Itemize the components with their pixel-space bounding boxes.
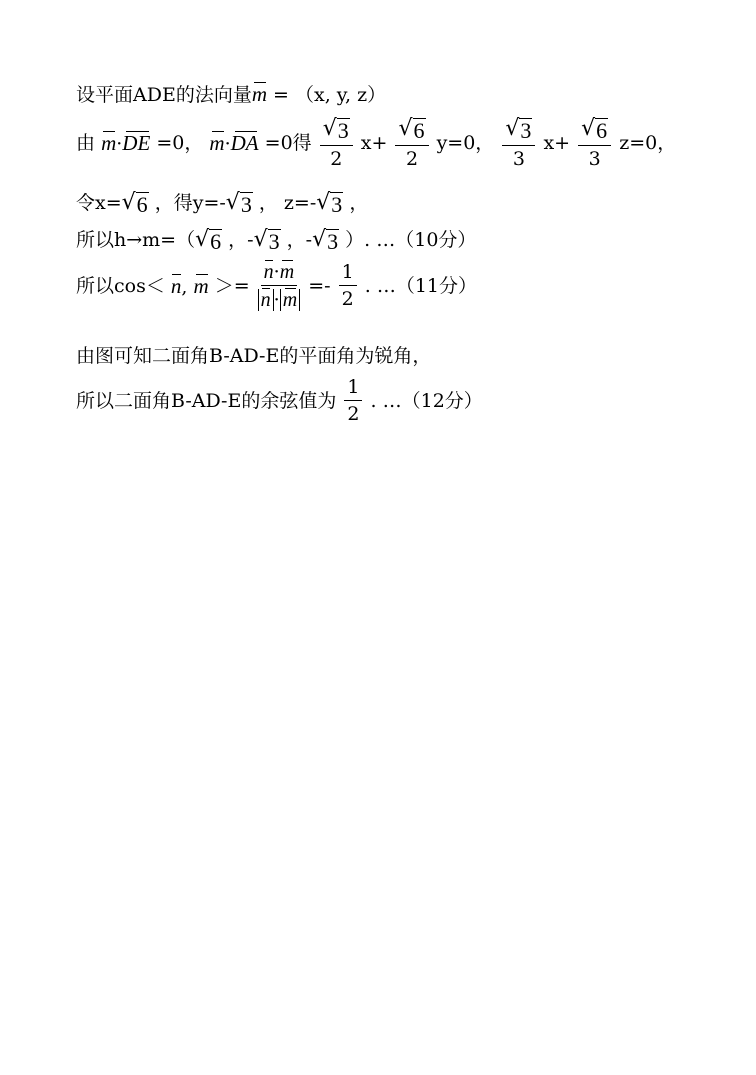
sqrt-3: √ 3 xyxy=(312,227,339,254)
fraction-one-half: $\frac{1}{2}$ xyxy=(344,378,362,424)
vector-m: m xyxy=(209,131,225,156)
fraction-sqrt6-over-2: √ 6 2 xyxy=(395,118,428,169)
text: x+ xyxy=(360,132,388,155)
sqrt-3: √ 3 xyxy=(253,227,280,254)
comma: , xyxy=(181,275,194,298)
text: ，得y=- xyxy=(148,192,226,214)
sqrt-6: √ 6 xyxy=(195,227,222,254)
text: 由 xyxy=(76,132,96,155)
line-normal-vector xyxy=(76,84,386,105)
text: ，- xyxy=(280,229,313,251)
text: ， xyxy=(343,192,369,214)
dot: · xyxy=(116,133,123,156)
vector-m: m xyxy=(193,273,209,298)
sqrt-3: √ 3 xyxy=(316,190,343,217)
text: 所以cos＜ xyxy=(76,274,165,297)
text: z=0， xyxy=(619,132,677,155)
text: 由图可知二面角B-AD-E的平面角为锐角， xyxy=(76,345,432,367)
line-conclusion xyxy=(76,378,483,424)
text: 令x= xyxy=(76,192,122,214)
text: =- xyxy=(308,274,331,297)
line-let-x xyxy=(76,192,368,216)
vector-m: m xyxy=(101,131,117,156)
fraction-sqrt3-over-3: √ 3 3 xyxy=(502,118,535,169)
text: ＞= xyxy=(214,274,250,297)
text: . …（11分） xyxy=(364,274,478,297)
vector-m: m xyxy=(251,82,267,106)
text: 所以h→m=（ xyxy=(76,229,196,251)
line-acute-angle xyxy=(76,347,431,366)
line-dot-products xyxy=(76,118,676,169)
fraction-cosine: $\frac{n\cdot m}{n \cdot m}$ xyxy=(258,262,301,310)
text: ）. …（10分） xyxy=(339,229,477,251)
sqrt-6: √ 6 xyxy=(121,190,148,217)
text: = （x, y, z） xyxy=(267,84,387,106)
dot: · xyxy=(224,133,231,156)
text: =0， xyxy=(156,132,204,155)
vector-de: DE xyxy=(122,131,151,156)
fraction-one-half: $\frac{1}{2}$ xyxy=(339,263,357,309)
text: 设平面ADE的法向量 xyxy=(76,84,252,106)
line-vector-m-result xyxy=(76,229,476,253)
text: y=0， xyxy=(436,132,495,155)
line-cosine xyxy=(76,262,477,310)
vector-n: n xyxy=(170,273,182,298)
text: =0得 xyxy=(264,132,312,155)
fraction-sqrt3-over-2: √ 3 2 xyxy=(320,118,353,169)
text: x+ xyxy=(543,132,571,155)
text: 所以二面角B-AD-E的余弦值为 xyxy=(76,389,337,412)
vector-da: DA xyxy=(230,131,259,156)
fraction-sqrt6-over-3: √ 6 3 xyxy=(578,118,611,169)
text: ， z=- xyxy=(252,192,317,214)
sqrt-3: √ 3 xyxy=(225,190,252,217)
text: ，- xyxy=(222,229,254,251)
text: . …（12分） xyxy=(370,389,483,412)
